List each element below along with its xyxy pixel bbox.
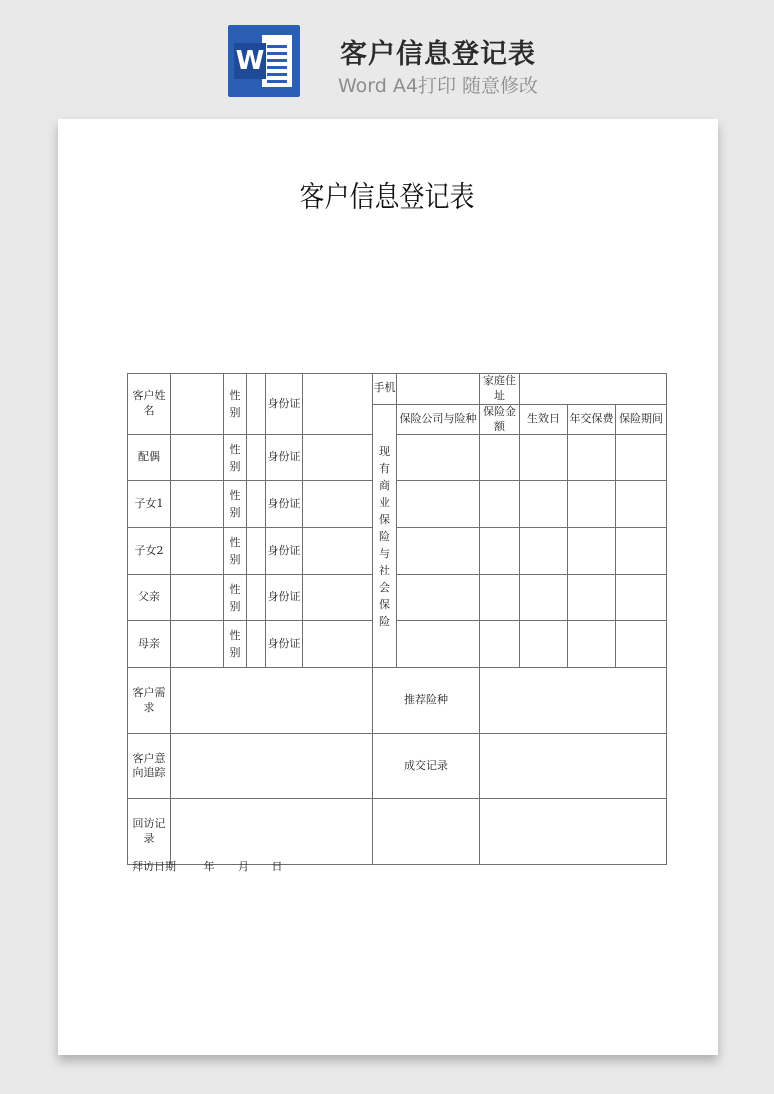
gender-cell[interactable] [247, 481, 266, 528]
label-id-card: 身份证 [266, 528, 303, 575]
label-child1: 子女1 [128, 481, 171, 528]
ins-cell[interactable] [480, 575, 520, 621]
ins-cell[interactable] [480, 621, 520, 668]
ins-header-premium: 年交保费 [568, 404, 616, 435]
ins-cell[interactable] [520, 435, 568, 481]
phone-cell[interactable] [397, 374, 480, 405]
ins-cell[interactable] [397, 481, 480, 528]
ins-cell[interactable] [616, 621, 667, 668]
id-card-cell[interactable] [303, 435, 373, 481]
ins-header-company: 保险公司与险种 [397, 404, 480, 435]
ins-cell[interactable] [480, 481, 520, 528]
label-gender: 性别 [224, 621, 247, 668]
label-return-visit: 回访记录 [128, 799, 171, 865]
mother-name-cell[interactable] [171, 621, 224, 668]
child2-name-cell[interactable] [171, 528, 224, 575]
spouse-name-cell[interactable] [171, 435, 224, 481]
ins-cell[interactable] [568, 435, 616, 481]
label-gender: 性别 [224, 374, 247, 435]
child1-name-cell[interactable] [171, 481, 224, 528]
label-spouse: 配偶 [128, 435, 171, 481]
gender-cell[interactable] [247, 374, 266, 435]
label-gender: 性别 [224, 575, 247, 621]
customer-info-table [127, 373, 667, 865]
label-gender: 性别 [224, 435, 247, 481]
label-phone: 手机 [373, 374, 397, 405]
ins-cell[interactable] [616, 575, 667, 621]
year-label: 年 [203, 860, 215, 873]
deal-record-cell[interactable] [480, 734, 667, 799]
client-name-cell[interactable] [171, 374, 224, 435]
label-client-needs: 客户需求 [128, 668, 171, 734]
ins-cell[interactable] [568, 575, 616, 621]
gender-cell[interactable] [247, 621, 266, 668]
gender-cell[interactable] [247, 435, 266, 481]
ins-cell[interactable] [520, 481, 568, 528]
label-id-card: 身份证 [266, 575, 303, 621]
banner-title: 客户信息登记表 [340, 39, 536, 70]
client-intent-cell[interactable] [171, 734, 373, 799]
ins-header-amount: 保险金额 [480, 404, 520, 435]
label-father: 父亲 [128, 575, 171, 621]
ins-cell[interactable] [397, 528, 480, 575]
ins-cell[interactable] [520, 575, 568, 621]
id-card-cell[interactable] [303, 575, 373, 621]
word-logo-letter: W [234, 43, 266, 79]
header-banner [0, 0, 774, 110]
label-child2: 子女2 [128, 528, 171, 575]
ins-cell[interactable] [520, 621, 568, 668]
visit-date-line [132, 858, 283, 874]
ins-cell[interactable] [616, 481, 667, 528]
gender-cell[interactable] [247, 528, 266, 575]
client-needs-cell[interactable] [171, 668, 373, 734]
banner-subtitle: Word A4打印 随意修改 [337, 75, 538, 97]
label-mother: 母亲 [128, 621, 171, 668]
day-label: 日 [271, 860, 283, 873]
ins-cell[interactable] [568, 481, 616, 528]
gender-cell[interactable] [247, 575, 266, 621]
label-id-card: 身份证 [266, 481, 303, 528]
id-card-cell[interactable] [303, 528, 373, 575]
ins-cell[interactable] [568, 621, 616, 668]
label-id-card: 身份证 [266, 374, 303, 435]
id-card-cell[interactable] [303, 621, 373, 668]
ins-cell[interactable] [568, 528, 616, 575]
month-label: 月 [238, 860, 249, 873]
ins-cell[interactable] [397, 435, 480, 481]
ins-cell[interactable] [480, 528, 520, 575]
label-id-card: 身份证 [266, 435, 303, 481]
id-card-cell[interactable] [303, 374, 373, 435]
ins-cell[interactable] [397, 575, 480, 621]
word-logo-icon [228, 25, 300, 97]
label-recommended: 推荐险种 [373, 668, 480, 734]
label-gender: 性别 [224, 528, 247, 575]
recommended-cell[interactable] [480, 668, 667, 734]
ins-cell[interactable] [616, 435, 667, 481]
return-visit-cell[interactable] [171, 799, 373, 865]
label-client-name: 客户姓名 [128, 374, 171, 435]
ins-cell[interactable] [480, 435, 520, 481]
label-deal-record: 成交记录 [373, 734, 480, 799]
document-title: 客户信息登记表 [299, 180, 475, 214]
label-id-card: 身份证 [266, 621, 303, 668]
label-gender: 性别 [224, 481, 247, 528]
id-card-cell[interactable] [303, 481, 373, 528]
return-visit-extra-cell[interactable] [480, 799, 667, 865]
label-client-intent: 客户意向追踪 [128, 734, 171, 799]
return-visit-extra-cell[interactable] [373, 799, 480, 865]
ins-cell[interactable] [397, 621, 480, 668]
ins-cell[interactable] [520, 528, 568, 575]
father-name-cell[interactable] [171, 575, 224, 621]
label-insurance-section: 现有商业保险与社会保险 [373, 404, 397, 668]
ins-header-period: 保险期间 [616, 404, 667, 435]
label-home-address: 家庭住址 [480, 374, 520, 405]
visit-date-label: 拜访日期 [132, 860, 176, 873]
home-address-cell[interactable] [520, 374, 667, 405]
ins-header-effective: 生效日 [520, 404, 568, 435]
ins-cell[interactable] [616, 528, 667, 575]
